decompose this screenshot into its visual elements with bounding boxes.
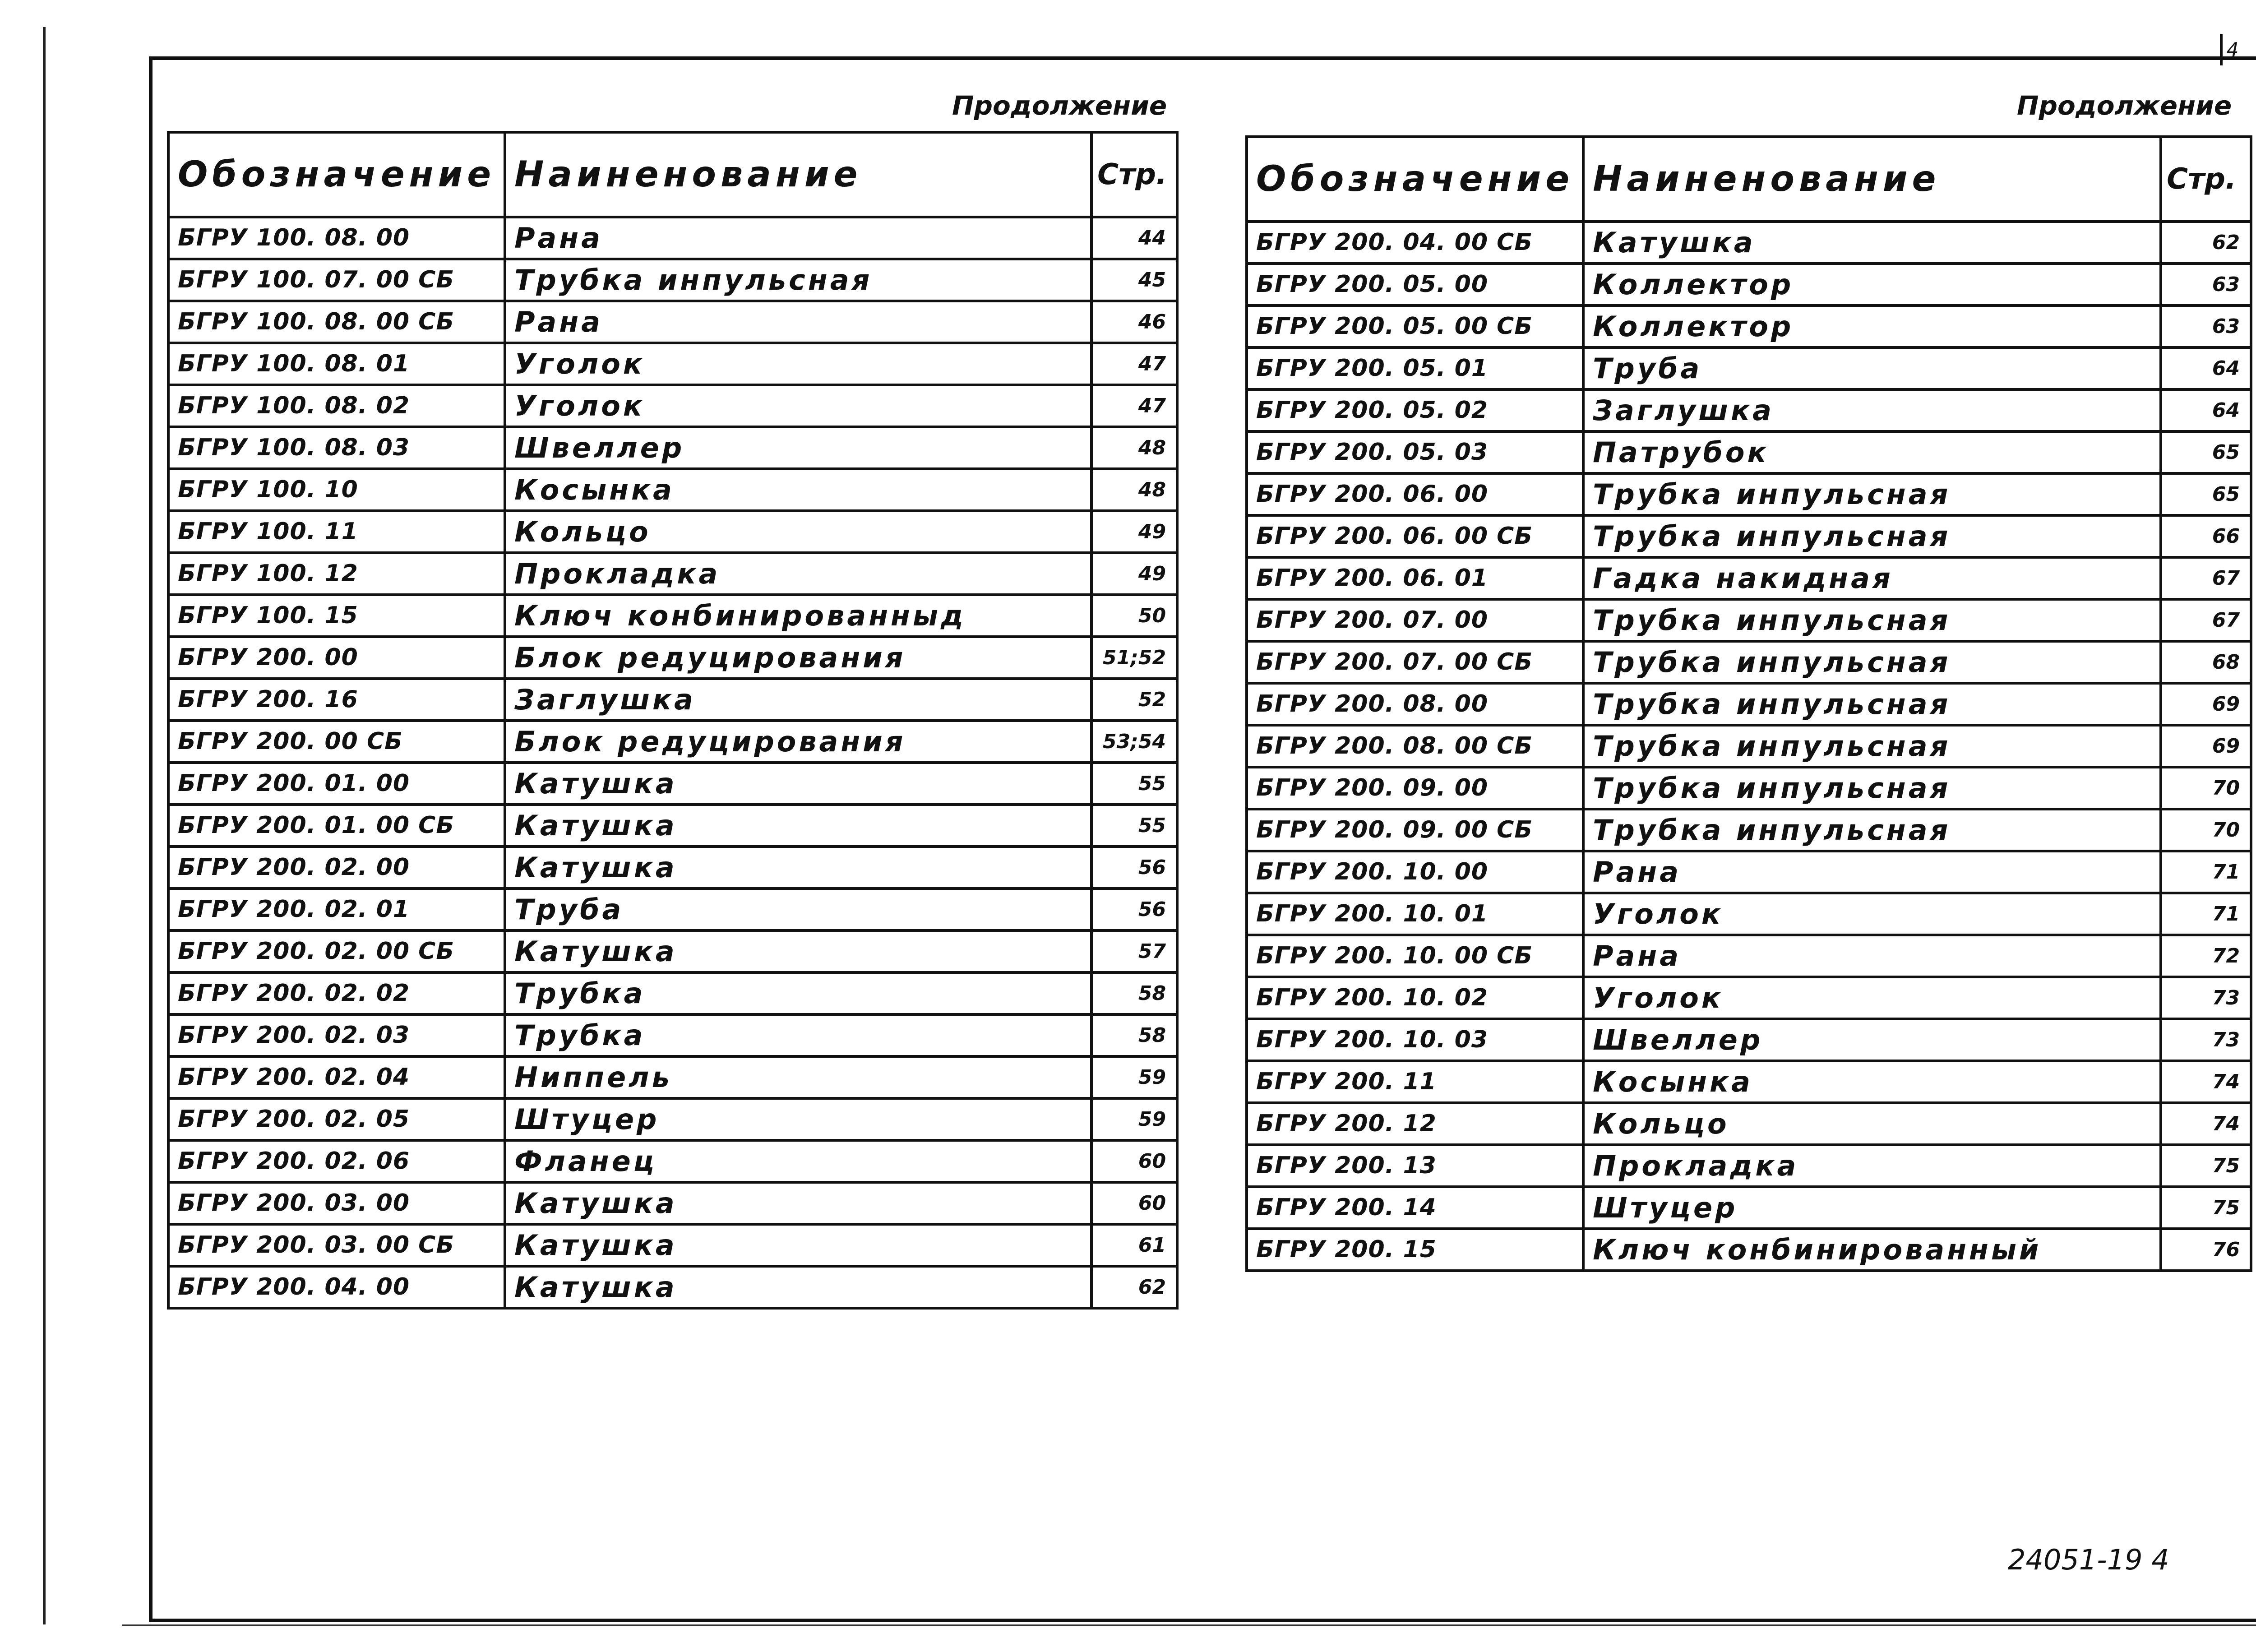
- cell-name: Рана: [505, 301, 1091, 343]
- cell-code: БГРУ 200. 09. 00 СБ: [1247, 809, 1583, 851]
- cell-code: БГРУ 200. 05. 02: [1247, 389, 1583, 431]
- table-row: [1247, 683, 2251, 725]
- cell-page: 47: [1091, 385, 1177, 427]
- cell-name: Трубка инпульсная: [1583, 725, 2161, 767]
- cell-name: Коллектор: [1583, 305, 2161, 347]
- cell-page: 49: [1091, 553, 1177, 595]
- binding-margin-line: [43, 27, 46, 1624]
- cell-name: Штуцер: [1583, 1187, 2161, 1229]
- table-row: [168, 721, 1177, 763]
- cell-name: Катушка: [505, 930, 1091, 972]
- cell-code: БГРУ 200. 10. 00: [1247, 851, 1583, 893]
- table-row: [1247, 1229, 2251, 1271]
- cell-name: Катушка: [505, 1266, 1091, 1308]
- cell-code: БГРУ 200. 02. 00: [168, 847, 505, 888]
- cell-page: 51;52: [1091, 637, 1177, 679]
- header-page: Стр.: [1091, 132, 1177, 217]
- cell-code: БГРУ 200. 05. 01: [1247, 347, 1583, 389]
- cell-code: БГРУ 200. 02. 00 СБ: [168, 930, 505, 972]
- cell-page: 65: [2161, 431, 2251, 473]
- left-index-table: [167, 131, 1179, 1310]
- cell-page: 64: [2161, 347, 2251, 389]
- table-row: [168, 1014, 1177, 1056]
- cell-page: 55: [1091, 805, 1177, 847]
- table-row: [168, 888, 1177, 930]
- cell-name: Кольцо: [505, 511, 1091, 553]
- cell-name: Катушка: [505, 805, 1091, 847]
- cell-page: 66: [2161, 515, 2251, 557]
- table-row: [168, 385, 1177, 427]
- table-row: [168, 679, 1177, 721]
- cell-page: 73: [2161, 1019, 2251, 1061]
- cell-name: Коллектор: [1583, 264, 2161, 305]
- cell-name: Косынка: [505, 469, 1091, 511]
- cell-name: Блок редуцирования: [505, 637, 1091, 679]
- cell-name: Катушка: [505, 1182, 1091, 1224]
- cell-page: 48: [1091, 427, 1177, 469]
- cell-code: БГРУ 200. 02. 01: [168, 888, 505, 930]
- cell-name: Кольцо: [1583, 1103, 2161, 1145]
- cell-code: БГРУ 200. 02. 03: [168, 1014, 505, 1056]
- cell-code: БГРУ 200. 00: [168, 637, 505, 679]
- cell-code: БГРУ 200. 11: [1247, 1061, 1583, 1103]
- cell-page: 44: [1091, 217, 1177, 259]
- cell-code: БГРУ 100. 07. 00 СБ: [168, 259, 505, 301]
- cell-page: 64: [2161, 389, 2251, 431]
- cell-name: Катушка: [1583, 222, 2161, 264]
- cell-name: Патрубок: [1583, 431, 2161, 473]
- table-row: [1247, 473, 2251, 515]
- cell-name: Трубка инпульсная: [1583, 683, 2161, 725]
- right-header-row: [1247, 137, 2251, 222]
- cell-page: 67: [2161, 557, 2251, 599]
- cell-page: 61: [1091, 1224, 1177, 1266]
- table-row: [168, 1056, 1177, 1098]
- table-row: [168, 553, 1177, 595]
- cell-page: 59: [1091, 1056, 1177, 1098]
- table-row: [1247, 389, 2251, 431]
- table-row: [1247, 1019, 2251, 1061]
- cell-name: Рана: [1583, 935, 2161, 977]
- table-row: [1247, 347, 2251, 389]
- table-row: [168, 847, 1177, 888]
- table-row: [1247, 557, 2251, 599]
- table-row: [1247, 264, 2251, 305]
- cell-page: 56: [1091, 888, 1177, 930]
- cell-code: БГРУ 200. 10. 02: [1247, 977, 1583, 1019]
- table-row: [168, 301, 1177, 343]
- table-row: [1247, 1061, 2251, 1103]
- cell-page: 65: [2161, 473, 2251, 515]
- cell-name: Фланец: [505, 1140, 1091, 1182]
- table-row: [1247, 809, 2251, 851]
- cell-name: Трубка инпульсная: [1583, 515, 2161, 557]
- table-row: [168, 805, 1177, 847]
- cell-page: 58: [1091, 972, 1177, 1014]
- cell-code: БГРУ 200. 14: [1247, 1187, 1583, 1229]
- header-page: Стр.: [2161, 137, 2251, 222]
- table-row: [168, 511, 1177, 553]
- cell-code: БГРУ 200. 05. 00 СБ: [1247, 305, 1583, 347]
- table-row: [168, 427, 1177, 469]
- cell-page: 60: [1091, 1140, 1177, 1182]
- cell-page: 74: [2161, 1061, 2251, 1103]
- cell-code: БГРУ 200. 02. 04: [168, 1056, 505, 1098]
- cell-code: БГРУ 200. 08. 00 СБ: [1247, 725, 1583, 767]
- cell-code: БГРУ 200. 01. 00: [168, 763, 505, 805]
- cell-code: БГРУ 200. 05. 03: [1247, 431, 1583, 473]
- left-header-row: [168, 132, 1177, 217]
- corner-page-number: 4: [2227, 38, 2239, 61]
- table-row: [168, 217, 1177, 259]
- cell-name: Уголок: [505, 343, 1091, 385]
- cell-code: БГРУ 100. 08. 02: [168, 385, 505, 427]
- cell-page: 62: [1091, 1266, 1177, 1308]
- cell-name: Трубка инпульсная: [505, 259, 1091, 301]
- cell-page: 62: [2161, 222, 2251, 264]
- cell-code: БГРУ 200. 07. 00: [1247, 599, 1583, 641]
- table-row: [1247, 1145, 2251, 1187]
- cell-name: Трубка инпульсная: [1583, 767, 2161, 809]
- cell-name: Трубка инпульсная: [1583, 599, 2161, 641]
- table-row: [1247, 977, 2251, 1019]
- cell-page: 57: [1091, 930, 1177, 972]
- cell-name: Швеллер: [1583, 1019, 2161, 1061]
- table-row: [1247, 851, 2251, 893]
- table-row: [1247, 641, 2251, 683]
- cell-name: Катушка: [505, 763, 1091, 805]
- header-code: Обозначение: [168, 132, 505, 217]
- cell-page: 69: [2161, 725, 2251, 767]
- table-row: [168, 1266, 1177, 1308]
- header-name: Наиненование: [505, 132, 1091, 217]
- cell-page: 71: [2161, 851, 2251, 893]
- bottom-trim-line: [122, 1624, 2256, 1626]
- cell-page: 71: [2161, 893, 2251, 935]
- cell-name: Катушка: [505, 847, 1091, 888]
- cell-page: 56: [1091, 847, 1177, 888]
- cell-code: БГРУ 200. 02. 02: [168, 972, 505, 1014]
- table-row: [168, 343, 1177, 385]
- table-row: [168, 595, 1177, 637]
- cell-code: БГРУ 100. 15: [168, 595, 505, 637]
- table-row: [1247, 1187, 2251, 1229]
- table-row: [1247, 1103, 2251, 1145]
- table-row: [1247, 725, 2251, 767]
- cell-page: 45: [1091, 259, 1177, 301]
- cell-code: БГРУ 200. 06. 00: [1247, 473, 1583, 515]
- cell-code: БГРУ 200. 01. 00 СБ: [168, 805, 505, 847]
- cell-page: 53;54: [1091, 721, 1177, 763]
- cell-code: БГРУ 200. 04. 00 СБ: [1247, 222, 1583, 264]
- cell-page: 74: [2161, 1103, 2251, 1145]
- cell-page: 47: [1091, 343, 1177, 385]
- cell-code: БГРУ 200. 06. 01: [1247, 557, 1583, 599]
- cell-name: Рана: [505, 217, 1091, 259]
- cell-code: БГРУ 200. 15: [1247, 1229, 1583, 1271]
- cell-name: Штуцер: [505, 1098, 1091, 1140]
- table-row: [168, 1140, 1177, 1182]
- cell-code: БГРУ 200. 09. 00: [1247, 767, 1583, 809]
- cell-page: 67: [2161, 599, 2251, 641]
- cell-name: Трубка: [505, 972, 1091, 1014]
- cell-code: БГРУ 100. 12: [168, 553, 505, 595]
- cell-code: БГРУ 200. 03. 00: [168, 1182, 505, 1224]
- cell-name: Уголок: [1583, 977, 2161, 1019]
- table-row: [168, 1182, 1177, 1224]
- cell-name: Заглушка: [1583, 389, 2161, 431]
- cell-name: Прокладка: [1583, 1145, 2161, 1187]
- cell-name: Уголок: [1583, 893, 2161, 935]
- cell-code: БГРУ 200. 10. 03: [1247, 1019, 1583, 1061]
- table-row: [168, 763, 1177, 805]
- cell-page: 58: [1091, 1014, 1177, 1056]
- cell-code: БГРУ 200. 00 СБ: [168, 721, 505, 763]
- cell-page: 68: [2161, 641, 2251, 683]
- left-continuation-label: Продолжение: [952, 90, 1167, 121]
- cell-name: Труба: [505, 888, 1091, 930]
- cell-code: БГРУ 200. 10. 00 СБ: [1247, 935, 1583, 977]
- cell-code: БГРУ 100. 10: [168, 469, 505, 511]
- cell-page: 52: [1091, 679, 1177, 721]
- cell-name: Трубка инпульсная: [1583, 641, 2161, 683]
- cell-name: Рана: [1583, 851, 2161, 893]
- corner-tick: [2220, 34, 2223, 65]
- cell-name: Ключ конбинированный: [1583, 1229, 2161, 1271]
- cell-page: 72: [2161, 935, 2251, 977]
- table-row: [168, 930, 1177, 972]
- cell-page: 63: [2161, 305, 2251, 347]
- cell-page: 69: [2161, 683, 2251, 725]
- cell-code: БГРУ 200. 12: [1247, 1103, 1583, 1145]
- cell-code: БГРУ 200. 07. 00 СБ: [1247, 641, 1583, 683]
- cell-code: БГРУ 200. 02. 06: [168, 1140, 505, 1182]
- cell-code: БГРУ 200. 02. 05: [168, 1098, 505, 1140]
- cell-name: Трубка инпульсная: [1583, 473, 2161, 515]
- cell-code: БГРУ 100. 11: [168, 511, 505, 553]
- header-code: Обозначение: [1247, 137, 1583, 222]
- cell-name: Заглушка: [505, 679, 1091, 721]
- cell-name: Трубка инпульсная: [1583, 809, 2161, 851]
- cell-code: БГРУ 100. 08. 00: [168, 217, 505, 259]
- cell-code: БГРУ 100. 08. 00 СБ: [168, 301, 505, 343]
- cell-page: 73: [2161, 977, 2251, 1019]
- table-row: [1247, 305, 2251, 347]
- cell-name: Гадка накидная: [1583, 557, 2161, 599]
- cell-code: БГРУ 200. 08. 00: [1247, 683, 1583, 725]
- cell-name: Труба: [1583, 347, 2161, 389]
- cell-code: БГРУ 200. 13: [1247, 1145, 1583, 1187]
- table-row: [1247, 935, 2251, 977]
- cell-code: БГРУ 100. 08. 01: [168, 343, 505, 385]
- cell-name: Катушка: [505, 1224, 1091, 1266]
- cell-code: БГРУ 200. 05. 00: [1247, 264, 1583, 305]
- cell-code: БГРУ 100. 08. 03: [168, 427, 505, 469]
- table-row: [1247, 222, 2251, 264]
- cell-name: Косынка: [1583, 1061, 2161, 1103]
- cell-name: Уголок: [505, 385, 1091, 427]
- table-row: [168, 259, 1177, 301]
- cell-page: 75: [2161, 1145, 2251, 1187]
- table-row: [1247, 893, 2251, 935]
- table-row: [1247, 515, 2251, 557]
- table-row: [1247, 431, 2251, 473]
- cell-code: БГРУ 200. 03. 00 СБ: [168, 1224, 505, 1266]
- cell-name: Прокладка: [505, 553, 1091, 595]
- table-row: [168, 469, 1177, 511]
- table-row: [168, 1098, 1177, 1140]
- table-row: [1247, 767, 2251, 809]
- header-name: Наиненование: [1583, 137, 2161, 222]
- right-continuation-label: Продолжение: [2017, 90, 2232, 121]
- cell-code: БГРУ 200. 16: [168, 679, 505, 721]
- cell-page: 46: [1091, 301, 1177, 343]
- cell-page: 75: [2161, 1187, 2251, 1229]
- cell-page: 76: [2161, 1229, 2251, 1271]
- right-index-table: [1245, 135, 2252, 1272]
- cell-page: 70: [2161, 767, 2251, 809]
- cell-page: 60: [1091, 1182, 1177, 1224]
- cell-page: 70: [2161, 809, 2251, 851]
- cell-page: 55: [1091, 763, 1177, 805]
- cell-name: Трубка: [505, 1014, 1091, 1056]
- cell-page: 59: [1091, 1098, 1177, 1140]
- cell-name: Швеллер: [505, 427, 1091, 469]
- cell-name: Ниппель: [505, 1056, 1091, 1098]
- cell-page: 50: [1091, 595, 1177, 637]
- cell-page: 48: [1091, 469, 1177, 511]
- cell-code: БГРУ 200. 06. 00 СБ: [1247, 515, 1583, 557]
- cell-code: БГРУ 200. 10. 01: [1247, 893, 1583, 935]
- cell-name: Ключ конбинированныд: [505, 595, 1091, 637]
- table-row: [168, 637, 1177, 679]
- cell-name: Блок редуцирования: [505, 721, 1091, 763]
- cell-page: 49: [1091, 511, 1177, 553]
- document-number: 24051-19 4: [2008, 1543, 2169, 1576]
- table-row: [1247, 599, 2251, 641]
- table-row: [168, 972, 1177, 1014]
- cell-page: 63: [2161, 264, 2251, 305]
- cell-code: БГРУ 200. 04. 00: [168, 1266, 505, 1308]
- table-row: [168, 1224, 1177, 1266]
